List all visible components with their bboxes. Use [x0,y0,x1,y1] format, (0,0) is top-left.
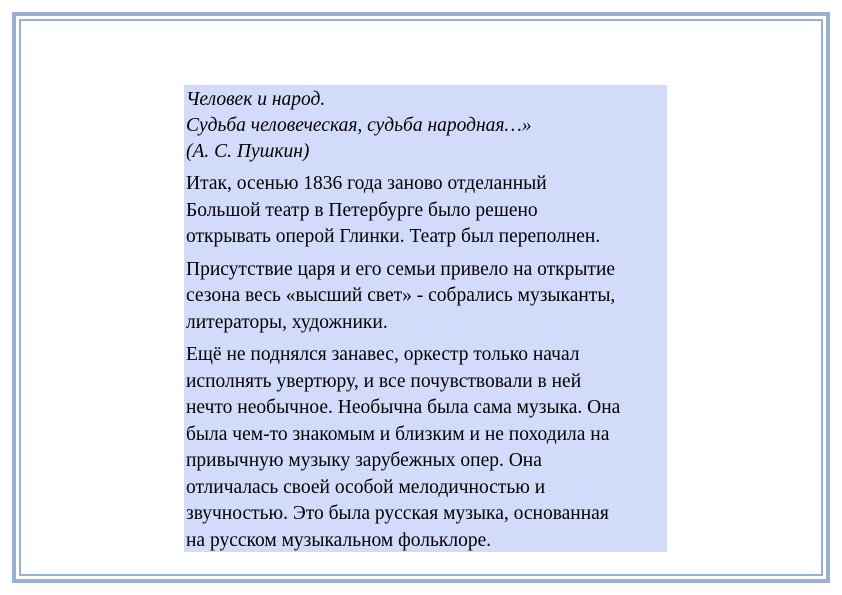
text-box [184,85,667,552]
paragraph-line: была чем-то знакомым и близким и не походила на [186,423,610,445]
paragraph-line: нечто необычное. Необычна была сама музыка. Она [186,397,621,418]
epigraph-line: Человек и народ. [186,89,326,110]
paragraph-3 [186,342,665,554]
paragraph-line: сезона весь «высший свет» - собрались музыканты, [186,285,616,306]
epigraph-line: Судьба человеческая, судьба народная…» [186,115,532,136]
epigraph [186,87,665,165]
paragraph-2 [186,257,665,337]
paragraph-line: привычную музыку зарубежных опер. Она [186,450,542,471]
paragraph-line: открывать оперой Глинки. Театр был переполнен. [186,226,601,247]
paragraph-line: литераторы, художники. [186,311,388,333]
paragraph-line: Большой театр в Петербурге было решено [186,199,538,221]
paragraph-line: Ещё не поднялся занавес, оркестр только начал [186,344,580,365]
paragraph-line: на русском музыкальном фольклоре. [186,529,492,551]
paragraph-line: отличалась своей особой мелодичностью и [186,476,546,498]
paragraph-1 [186,171,665,251]
paragraph-line: исполнять увертюру, и все почувствовали в ней [186,370,582,392]
paragraph-line: звучностью. Это была русская музыка, основанная [186,503,609,524]
paragraph-line: Итак, осенью 1836 года заново отделанный [186,173,547,194]
epigraph-line: (А. С. Пушкин) [186,141,310,162]
paragraph-line: Присутствие царя и его семьи привело на открытие [186,258,616,280]
